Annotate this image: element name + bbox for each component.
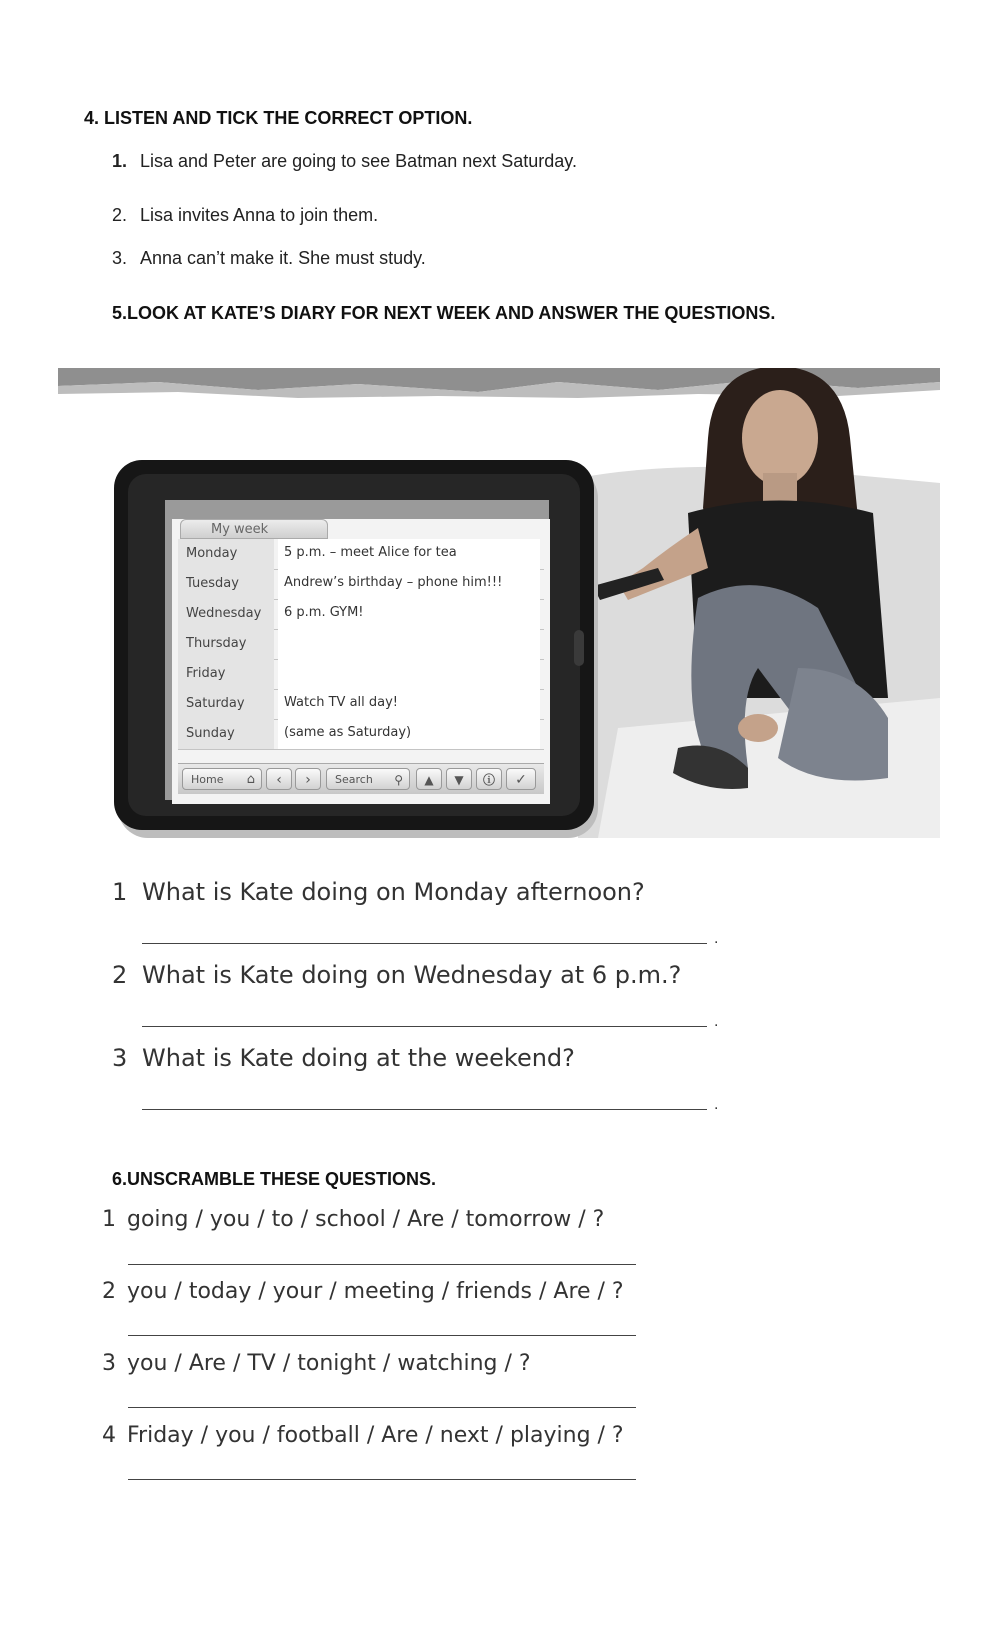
diary-event: Watch TV all day! [278, 689, 540, 719]
question-text: What is Kate doing on Wednesday at 6 p.m.? [142, 961, 682, 989]
arrow-up-icon: ▲ [424, 773, 434, 787]
search-button[interactable] [326, 768, 410, 790]
chevron-left-icon: ‹ [276, 772, 282, 788]
diary-row-tuesday [178, 569, 544, 600]
question-text: you / today / your / meeting / friends / Are / ? [127, 1279, 624, 1304]
confirm-button[interactable] [506, 768, 536, 790]
question-number: 2 [102, 1279, 116, 1304]
back-button[interactable] [266, 768, 292, 790]
item-text: Lisa invites Anna to join them. [140, 205, 379, 225]
question-text: What is Kate doing on Monday afternoon? [142, 878, 645, 906]
question-text: going / you / to / school / Are / tomorrow / ? [127, 1207, 605, 1232]
chevron-right-icon: › [305, 772, 311, 788]
answer-line[interactable] [128, 1479, 636, 1480]
diary-toolbar [178, 763, 544, 794]
diary-row-saturday [178, 689, 544, 720]
home-button[interactable] [182, 768, 262, 790]
question-number: 1 [112, 878, 128, 906]
question-5-2 [112, 961, 681, 989]
diary-day: Tuesday [178, 569, 274, 599]
question-number: 2 [112, 961, 128, 989]
home-icon: ⌂ [246, 772, 255, 787]
answer-line[interactable] [142, 943, 707, 944]
item-number: 3. [112, 248, 128, 268]
diary-event: Andrew’s birthday – phone him!!! [278, 569, 540, 599]
section-5-title: 5.LOOK AT KATE’S DIARY FOR NEXT WEEK AND ANSWER THE QUESTIONS. [112, 303, 776, 323]
diary-event: (same as Saturday) [278, 719, 540, 749]
diary-day: Sunday [178, 719, 274, 749]
diary-row-sunday [178, 719, 544, 750]
diary-row-monday [178, 539, 544, 570]
item-number: 1. [112, 151, 128, 171]
check-icon: ✓ [515, 772, 527, 788]
section-4-title: 4. LISTEN AND TICK THE CORRECT OPTION. [84, 108, 473, 128]
diary-event [278, 629, 540, 659]
question-number: 3 [102, 1351, 116, 1376]
diary-day: Friday [178, 659, 274, 689]
item-number: 2. [112, 205, 128, 225]
diary-row-thursday [178, 629, 544, 660]
answer-period: . [714, 930, 719, 947]
question-text: What is Kate doing at the weekend? [142, 1044, 575, 1072]
diary-photo [58, 368, 940, 876]
question-number: 1 [102, 1207, 116, 1232]
diary-tab[interactable]: My week [180, 519, 328, 539]
unscramble-4 [102, 1423, 624, 1448]
diary-day: Saturday [178, 689, 274, 719]
question-5-3 [112, 1044, 575, 1072]
diary-event: 5 p.m. – meet Alice for tea [278, 539, 540, 569]
answer-line[interactable] [128, 1264, 636, 1265]
diary-day: Wednesday [178, 599, 274, 629]
answer-line[interactable] [142, 1109, 707, 1110]
diary-day: Thursday [178, 629, 274, 659]
tablet-screen [172, 519, 550, 804]
section-4-item-3 [112, 248, 426, 269]
question-number: 4 [102, 1423, 116, 1448]
up-button[interactable] [416, 768, 442, 790]
question-number: 3 [112, 1044, 128, 1072]
diary-row-wednesday [178, 599, 544, 630]
answer-line[interactable] [128, 1335, 636, 1336]
info-icon: ⓘ [482, 773, 495, 787]
unscramble-2 [102, 1279, 624, 1304]
diary-day: Monday [178, 539, 274, 569]
section-6-title: 6.UNSCRAMBLE THESE QUESTIONS. [112, 1169, 437, 1189]
item-text: Anna can’t make it. She must study. [140, 248, 426, 268]
section-4-item-2 [112, 205, 378, 226]
answer-period: . [714, 1013, 719, 1030]
question-text: Friday / you / football / Are / next / playing / ? [127, 1423, 624, 1448]
home-button-label: Home [191, 773, 224, 786]
info-button[interactable] [476, 768, 502, 790]
question-text: you / Are / TV / tonight / watching / ? [127, 1351, 531, 1376]
answer-period: . [714, 1096, 719, 1113]
item-text: Lisa and Peter are going to see Batman next Saturday. [140, 151, 577, 171]
answer-line[interactable] [142, 1026, 707, 1027]
down-button[interactable] [446, 768, 472, 790]
unscramble-3 [102, 1351, 531, 1376]
diary-event [278, 659, 540, 689]
arrow-down-icon: ▼ [454, 773, 464, 787]
forward-button[interactable] [295, 768, 321, 790]
diary-event: 6 p.m. GYM! [278, 599, 540, 629]
search-button-label: Search [335, 773, 373, 786]
unscramble-1 [102, 1207, 604, 1232]
answer-line[interactable] [128, 1407, 636, 1408]
section-4-item-1 [112, 151, 577, 172]
diary-row-friday [178, 659, 544, 690]
question-5-1 [112, 878, 645, 906]
search-icon: ⚲ [394, 773, 403, 787]
